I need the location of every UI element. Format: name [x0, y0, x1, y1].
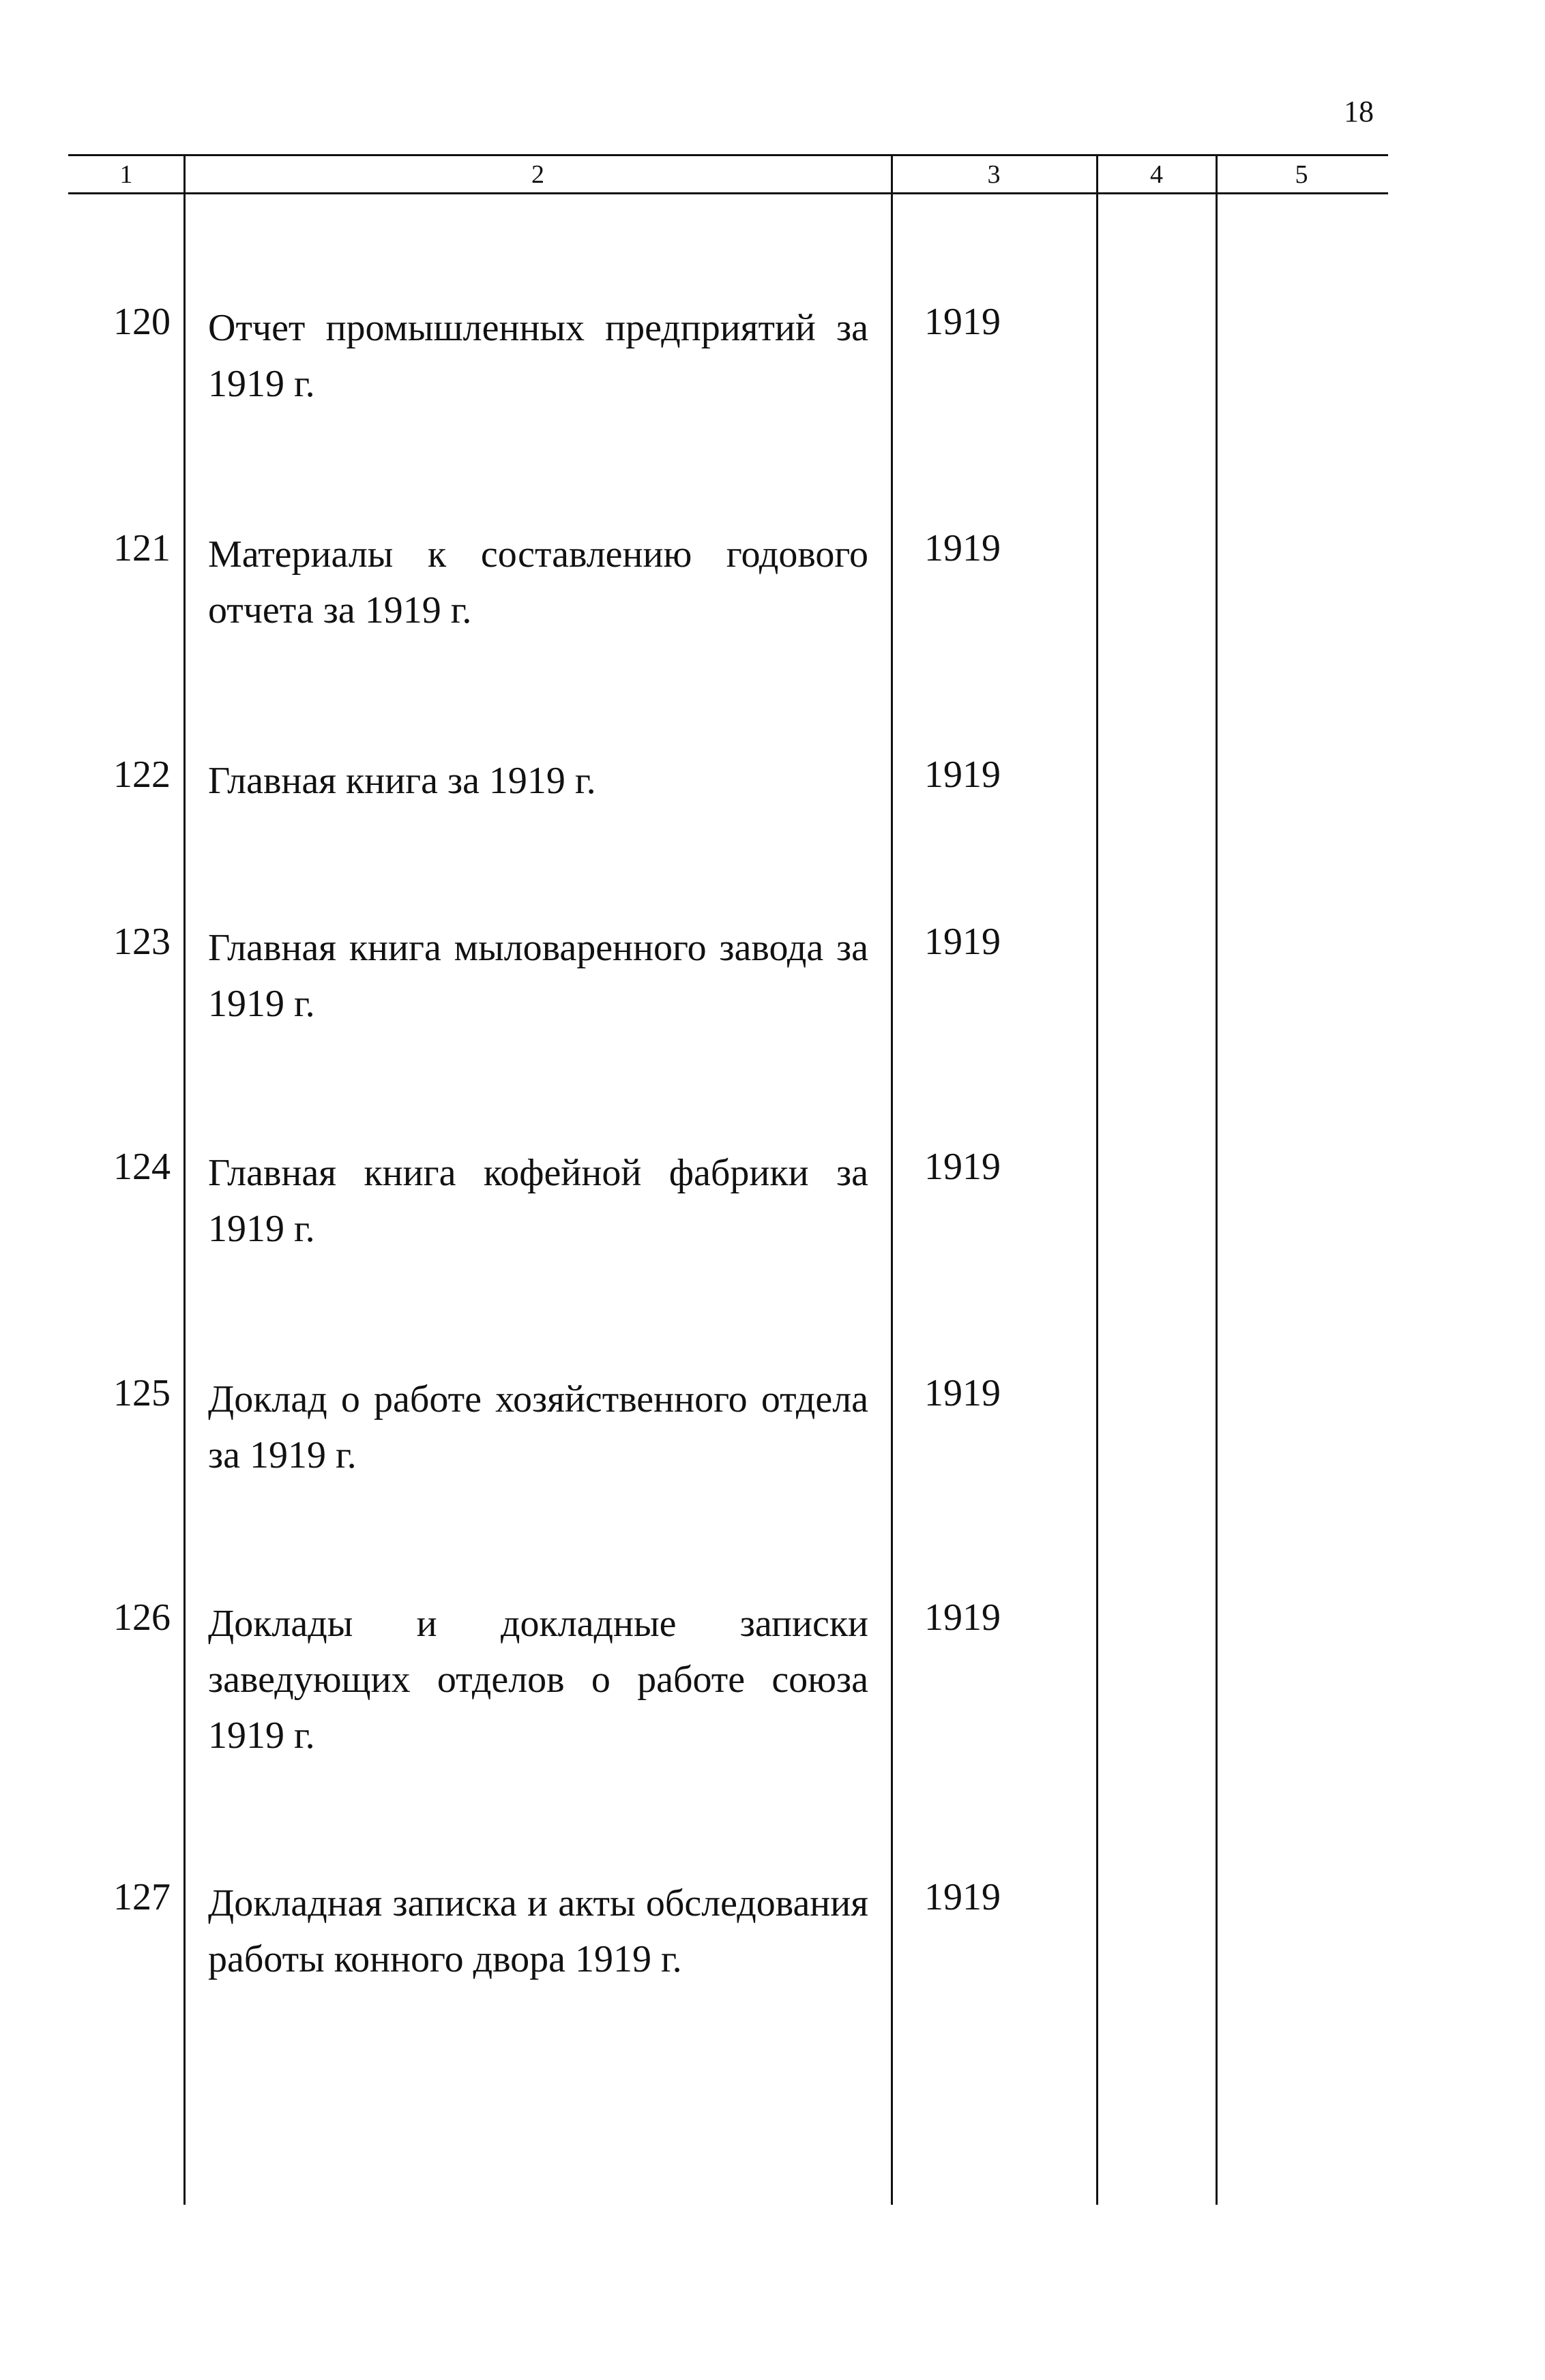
row-year: 1919: [924, 1876, 1001, 1918]
header-col-1: 1: [119, 160, 133, 189]
row-year: 1919: [924, 527, 1001, 569]
row-title: Отчет промышленных предприятий за 1919 г.: [208, 307, 868, 405]
row-title: Главная книга кофейной фабрики за 1919 г.: [208, 1152, 868, 1250]
row-title: Главная книга мыловаренного завода за 1919 г.: [208, 927, 868, 1025]
row-year: 1919: [924, 921, 1001, 963]
header-col-3: 3: [987, 160, 1001, 189]
row-number: 122: [113, 754, 171, 796]
table-top-border: [68, 154, 1388, 156]
row-number: 123: [113, 921, 171, 963]
column-divider: [183, 155, 186, 2205]
row-title: Доклады и докладные записки заведующих отделов о работе союза 1919 г.: [208, 1603, 868, 1757]
row-year: 1919: [924, 754, 1001, 796]
header-bottom-border: [68, 192, 1388, 194]
column-divider: [1096, 155, 1098, 2205]
row-year: 1919: [924, 1372, 1001, 1414]
header-col-5: 5: [1295, 160, 1308, 189]
row-number: 127: [113, 1876, 171, 1918]
row-number: 126: [113, 1596, 171, 1639]
row-number: 124: [113, 1146, 171, 1188]
column-divider: [1216, 155, 1218, 2205]
header-col-2: 2: [531, 160, 544, 189]
row-number: 125: [113, 1372, 171, 1414]
row-year: 1919: [924, 301, 1001, 343]
row-number: 121: [113, 527, 171, 569]
row-year: 1919: [924, 1146, 1001, 1188]
header-col-4: 4: [1150, 160, 1163, 189]
column-divider: [891, 155, 893, 2205]
row-number: 120: [113, 301, 171, 343]
row-title: Материалы к составлению годового отчета за 1919 г.: [208, 533, 868, 631]
page-number: 18: [1344, 95, 1374, 128]
row-year: 1919: [924, 1596, 1001, 1639]
row-title: Главная книга за 1919 г.: [208, 760, 596, 802]
row-title: Доклад о работе хозяйственного отдела за 1919 г.: [208, 1378, 868, 1476]
row-title: Докладная записка и акты обследования работы конного двора 1919 г.: [208, 1882, 868, 1980]
